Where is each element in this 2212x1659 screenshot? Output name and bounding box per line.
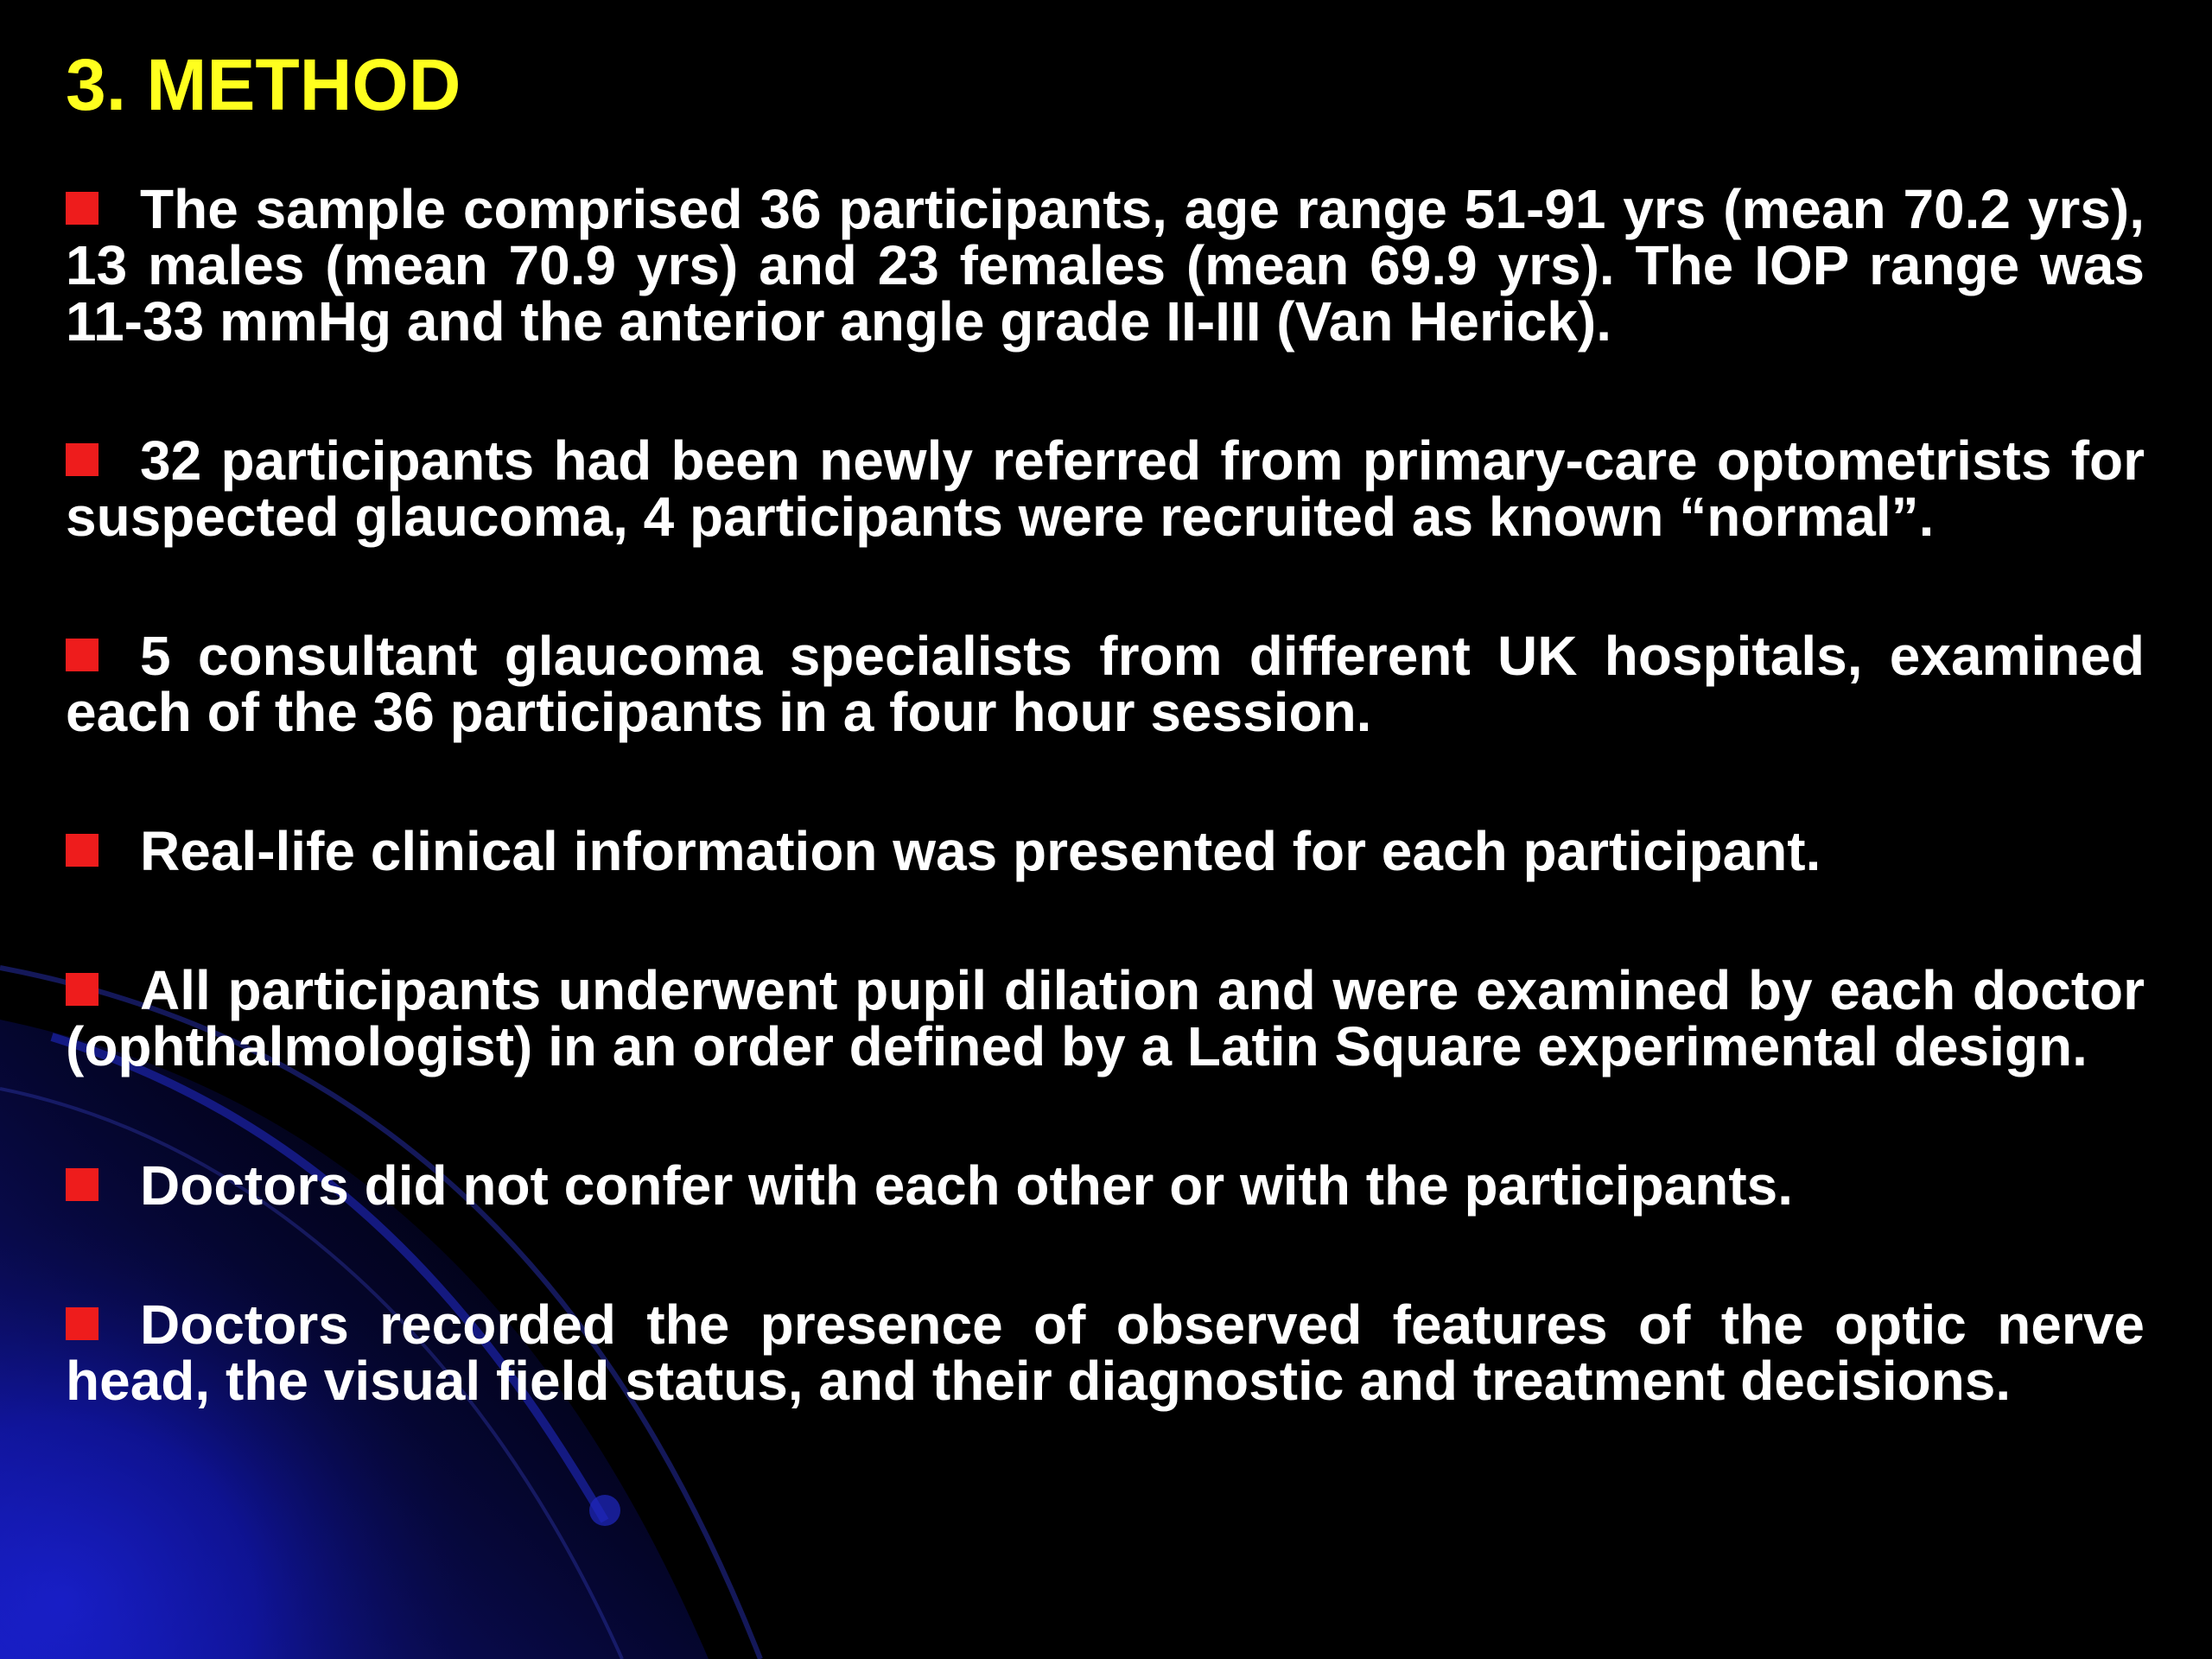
square-bullet-icon: [66, 973, 99, 1006]
slide-title: 3. METHOD: [66, 44, 461, 125]
bullet-item-clinical-info: [66, 820, 2145, 882]
square-bullet-icon: [66, 1307, 99, 1340]
bullet-list: [66, 178, 2145, 1492]
bullet-item-recorded: [66, 1294, 2145, 1412]
bullet-text: Real-life clinical information was presented for each participant.: [140, 820, 1821, 882]
bullet-item-sample: [66, 178, 2145, 353]
bullet-text: Doctors did not confer with each other or with the participants.: [140, 1154, 1794, 1217]
bullet-text: 32 participants had been newly referred from primary-care optometrists for suspected glaucoma, 4 participants were recruited as known “normal”.: [66, 429, 2145, 548]
bullet-item-referral: [66, 429, 2145, 548]
bullet-text: All participants underwent pupil dilation and were examined by each doctor (ophthalmologist) in an order defined by a Latin Square experimental design.: [66, 959, 2145, 1077]
bullet-text: 5 consultant glaucoma specialists from different UK hospitals, examined each of the 36 participants in a four hour session.: [66, 625, 2145, 743]
square-bullet-icon: [66, 192, 99, 225]
square-bullet-icon: [66, 1168, 99, 1201]
square-bullet-icon: [66, 639, 99, 671]
bullet-item-consultants: [66, 625, 2145, 743]
bullet-item-no-confer: [66, 1154, 2145, 1217]
bullet-item-dilation: [66, 959, 2145, 1077]
square-bullet-icon: [66, 834, 99, 867]
bullet-text: The sample comprised 36 participants, age range 51-91 yrs (mean 70.2 yrs), 13 males (mean 70.9 yrs) and 23 females (mean 69.9 yrs). The IOP range was 11-33 mmHg and the anterior angle grade II-III (Van Herick).: [66, 178, 2145, 353]
square-bullet-icon: [66, 443, 99, 476]
bullet-text: Doctors recorded the presence of observed features of the optic nerve head, the visual field status, and their diagnostic and treatment decisions.: [66, 1294, 2145, 1412]
